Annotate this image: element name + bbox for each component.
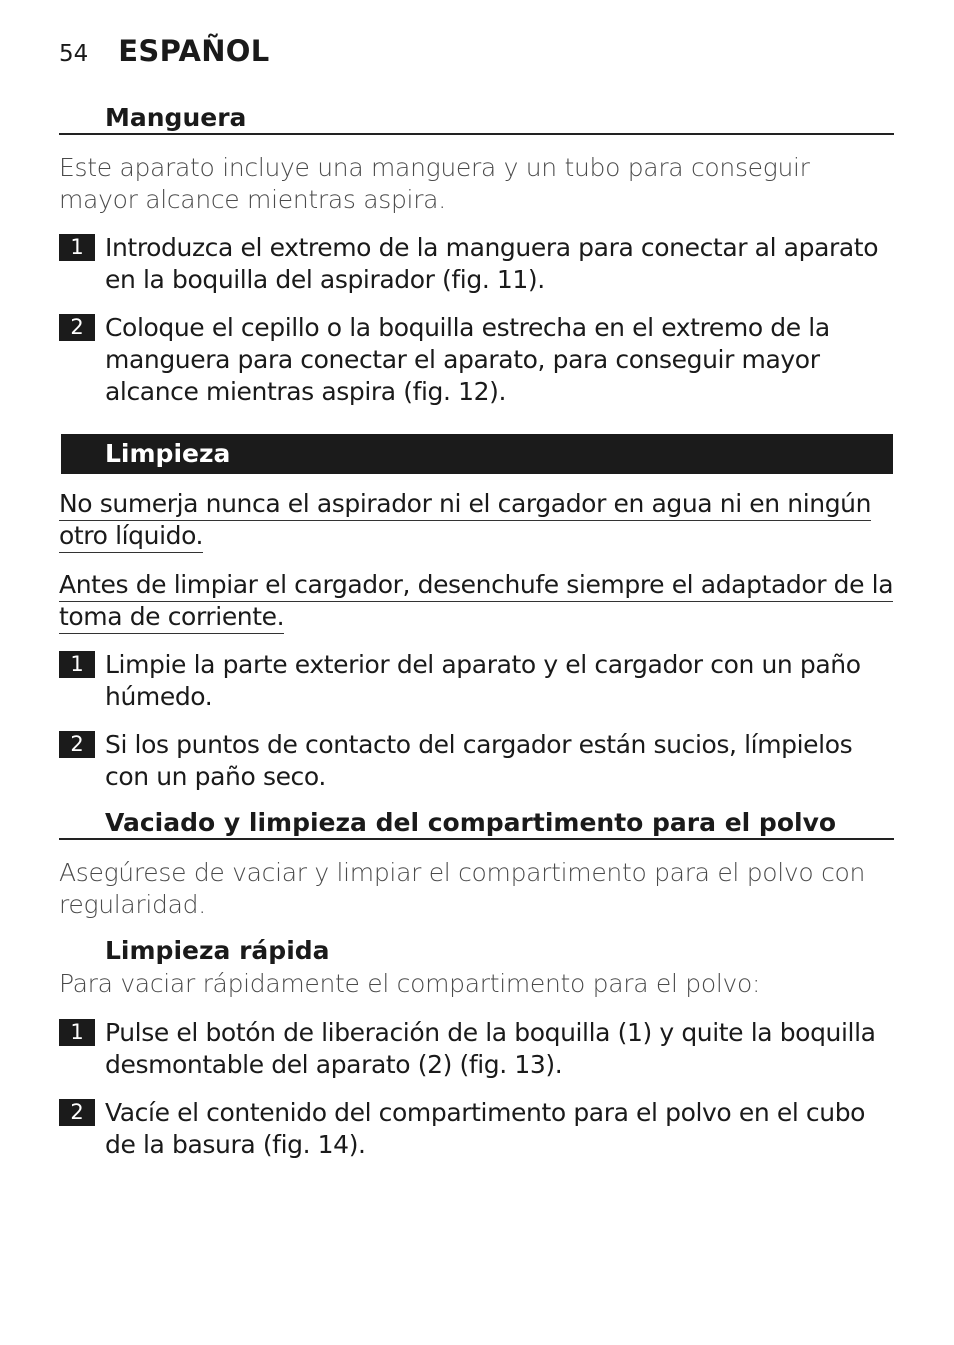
manguera-step-2 (59, 312, 894, 406)
step-number-badge: 2 (59, 314, 95, 341)
step-text: Introduzca el extremo de la manguera para conectar al aparato en la boquilla del aspirador (fig. 11). (105, 233, 879, 294)
language-title: ESPAÑOL (118, 34, 270, 68)
step-number-badge: 2 (59, 731, 95, 758)
warning-water (59, 488, 894, 552)
section-heading-limpieza: Limpieza (61, 434, 893, 474)
warning-unplug (59, 569, 894, 633)
limpieza-step-2 (59, 729, 894, 799)
vaciado-intro: Asegúrese de vaciar y limpiar el compartimento para el polvo con regularidad. (59, 858, 866, 919)
vaciado-subintro: Para vaciar rápidamente el compartimento para el polvo: (59, 969, 761, 998)
subheading-limpieza-rapida: Limpieza rápida (105, 936, 330, 965)
step-number-badge: 1 (59, 651, 95, 678)
vaciado-step-2 (59, 1097, 894, 1167)
vaciado-step-1 (59, 1017, 894, 1087)
manguera-step-1 (59, 232, 894, 302)
section-heading-manguera: Manguera (59, 103, 894, 135)
warning-text: Antes de limpiar el cargador, desenchufe siempre el adaptador de la toma de corriente. (59, 570, 893, 634)
limpieza-step-1 (59, 649, 894, 719)
manguera-intro: Este aparato incluye una manguera y un tubo para conseguir mayor alcance mientras aspira. (59, 153, 810, 214)
section-heading-vaciado: Vaciado y limpieza del compartimento para el polvo (59, 808, 894, 840)
step-number-badge: 2 (59, 1099, 95, 1126)
step-text: Si los puntos de contacto del cargador están sucios, límpielos con un paño seco. (105, 730, 853, 791)
warning-text: No sumerja nunca el aspirador ni el cargador en agua ni en ningún otro líquido. (59, 489, 871, 553)
page-number: 54 (59, 41, 89, 67)
step-text: Vacíe el contenido del compartimento para el polvo en el cubo de la basura (fig. 14). (105, 1098, 866, 1159)
step-text: Coloque el cepillo o la boquilla estrecha en el extremo de la manguera para conectar el aparato, para conseguir mayor alcance mientras aspira (fig. 12). (105, 313, 830, 406)
step-text: Pulse el botón de liberación de la boquilla (1) y quite la boquilla desmontable del aparato (2) (fig. 13). (105, 1018, 876, 1079)
step-number-badge: 1 (59, 1019, 95, 1046)
page-header (59, 34, 270, 68)
step-number-badge: 1 (59, 234, 95, 261)
step-text: Limpie la parte exterior del aparato y el cargador con un paño húmedo. (105, 650, 861, 711)
